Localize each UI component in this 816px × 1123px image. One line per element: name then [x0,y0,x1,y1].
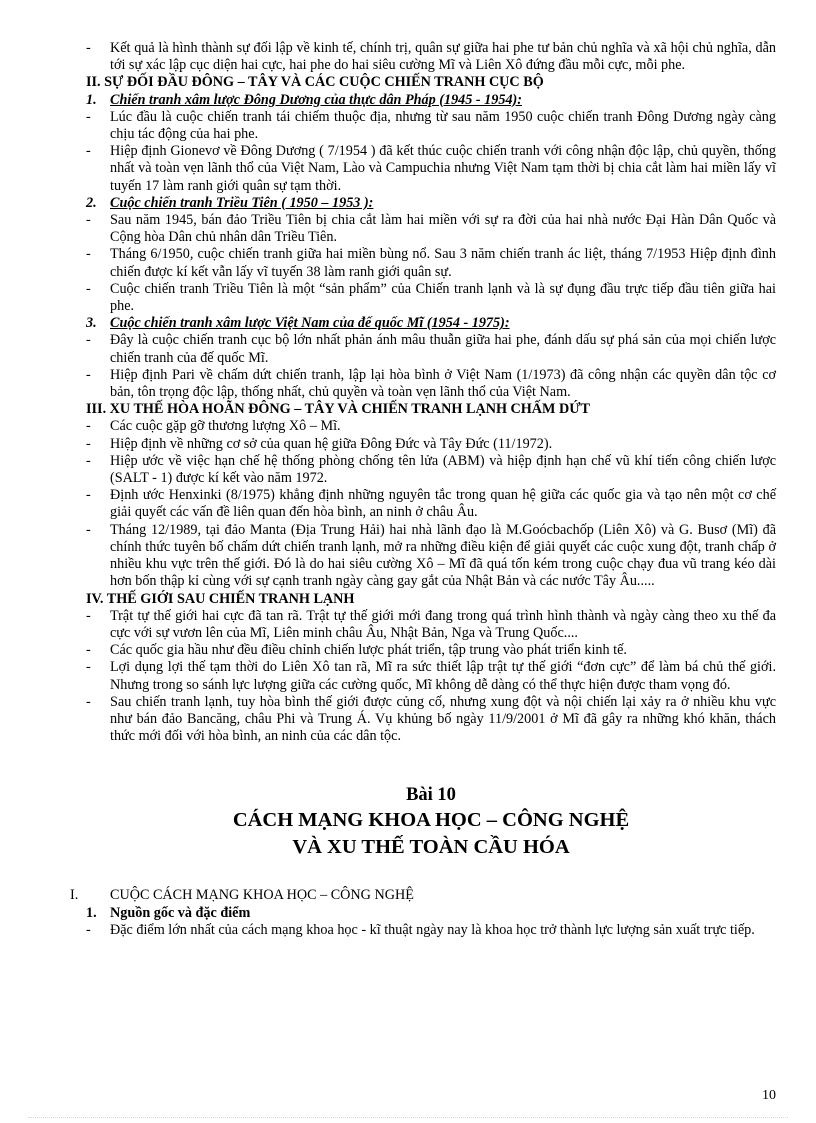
lesson-title-line2: VÀ XU THẾ TOÀN CẦU HÓA [292,836,570,859]
page-number: 10 [762,1088,776,1103]
section-ii-heading [86,74,776,91]
section-title: THẾ GIỚI SAU CHIẾN TRANH LẠNH [106,590,355,607]
lesson-section-heading [70,887,776,904]
subsection-title: Cuộc chiến tranh Triều Tiên ( 1950 – 1953 ): [110,194,374,211]
subsection-number: 2. [86,194,97,211]
section-number: IV. [86,590,104,607]
section-number: I. [70,887,79,904]
section-iv-heading [86,591,776,608]
subsection-heading [86,315,776,332]
subsection-title: Chiến tranh xâm lược Đông Dương của thực dân Pháp (1945 - 1954): [110,91,523,108]
list-item: - Hiệp định về những cơ sở của quan hệ giữa Đông Đức và Tây Đức (11/1972). [86,436,776,453]
subsection-number: 1. [86,904,97,921]
section-iii-heading [86,401,776,418]
subsection-title: Nguồn gốc và đặc điểm [110,904,251,921]
list-item: - Sau năm 1945, bán đảo Triều Tiên bị chia cắt làm hai miền với sự ra đời của hai nhà nước Đại Hàn Dân Quốc và Cộng hòa Dân chủ nhân dân Triều Tiên. [86,212,776,246]
list-item: - Đặc điểm lớn nhất của cách mạng khoa học - kĩ thuật ngày nay là khoa học trở thành lực lượng sản xuất trực tiếp. [86,922,776,939]
section-title: SỰ ĐỐI ĐẦU ĐÔNG – TÂY VÀ CÁC CUỘC CHIẾN TRANH CỤC BỘ [104,74,544,91]
list-item: - Hiệp định Pari về chấm dứt chiến tranh, lập lại hòa bình ở Việt Nam (1/1973) đã công nhận các quyền dân tộc cơ bản, tôn trọng độc lập, thống nhất, chủ quyền và toàn vẹn lãnh thổ của Việt Nam. [86,367,776,401]
list-item: - Các cuộc gặp gỡ thương lượng Xô – Mĩ. [86,418,776,435]
list-item: - Hiệp định Gionevơ về Đông Dương ( 7/1954 ) đã kết thúc cuộc chiến tranh với công nhận độc lập, chủ quyền, thống nhất và toàn vẹn lãnh thổ của Việt Nam, Lào và Campuchia nhưng Việt Nam tạm thời bị chia cắt làm hai miền lấy vĩ tuyến 17 làm ranh giới quân sự tạm thời. [86,143,776,195]
lesson-title-line1: CÁCH MẠNG KHOA HỌC – CÔNG NGHỆ [232,809,630,832]
footer-divider [28,1117,788,1118]
intro-bullet: - Kết quả là hình thành sự đối lập về kinh tế, chính trị, quân sự giữa hai phe tư bản chủ nghĩa và xã hội chủ nghĩa, dẫn tới sự xác lập cục diện hai cực, hai phe do hai siêu cường Mĩ và Liên Xô đứng đầu mỗi cực, mỗi phe. [86,40,776,74]
lesson-number: Bài 10 [406,785,456,806]
list-item: - Lúc đầu là cuộc chiến tranh tái chiếm thuộc địa, nhưng từ sau năm 1950 cuộc chiến tranh Đông Dương ngày càng chịu tác động của hai phe. [86,109,776,143]
list-item: - Cuộc chiến tranh Triều Tiên là một “sản phẩm” của Chiến tranh lạnh và là sự đụng đầu trực tiếp đầu tiên giữa hai phe. [86,281,776,315]
list-item: - Tháng 6/1950, cuộc chiến tranh giữa hai miền bùng nổ. Sau 3 năm chiến tranh ác liệt, tháng 7/1953 Hiệp định đình chiến được kí kết vẫn lấy vĩ tuyến 38 làm ranh giới quân sự. [86,246,776,280]
list-item: - Đây là cuộc chiến tranh cục bộ lớn nhất phản ánh mâu thuẫn giữa hai phe, đánh dấu sự phá sản của mọi chiến lược chiến tranh của đế quốc Mĩ. [86,332,776,366]
subsection-heading [86,92,776,109]
list-item: - Trật tự thế giới hai cực đã tan rã. Trật tự thế giới mới đang trong quá trình hình thành và ngày càng theo xu thế đa cực với sự vươn lên của Mĩ, Liên minh châu Âu, Nhật Bản, Nga và Trung Quốc.... [86,608,776,642]
document-page [70,40,776,939]
list-item: - Hiệp ước về việc hạn chế hệ thống phòng chống tên lửa (ABM) và hiệp định hạn chế vũ khí tiến công chiến lược (SALT - 1) được kí kết vào năm 1972. [86,453,776,487]
subsection-number: 1. [86,91,97,108]
subsection-title: Cuộc chiến tranh xâm lược Việt Nam của đế quốc Mĩ (1954 - 1975): [110,315,510,332]
section-title: CUỘC CÁCH MẠNG KHOA HỌC – CÔNG NGHỆ [110,887,414,904]
list-item: - Các quốc gia hầu như đều điều chỉnh chiến lược phát triển, tập trung vào phát triển kinh tế. [86,642,776,659]
list-item: - Tháng 12/1989, tại đảo Manta (Địa Trung Hải) hai nhà lãnh đạo là M.Goócbachốp (Liên Xô) và G. Busơ (Mĩ) đã chính thức tuyên bố chấm dứt chiến tranh lạnh, mở ra những điều kiện để giải quyết các cuộc xung đột, tranh chấp ở nhiều khu vực trên thế giới. Đó là do hai siêu cường Xô – Mĩ đã quá tốn kém trong cuộc chạy đua vũ trang kéo dài hơn bốn thập kỉ cùng với sự cạnh tranh ngày càng gay gắt của Nhật Bản và các nước Tây Âu..... [86,522,776,591]
section-title: XU THẾ HÒA HOÃN ĐÔNG – TÂY VÀ CHIẾN TRANH LẠNH CHẤM DỨT [109,401,590,418]
subsection-number: 3. [86,315,97,332]
section-number: III. [86,401,107,418]
list-item: - Lợi dụng lợi thế tạm thời do Liên Xô tan rã, Mĩ ra sức thiết lập trật tự thế giới “đơn cực” để làm bá chủ thế giới. Nhưng trong so sánh lực lượng giữa các cường quốc, Mĩ không dễ dàng có thể thực hiện được tham vọng đó. [86,659,776,693]
section-number: II. [86,74,101,91]
list-item: - Sau chiến tranh lạnh, tuy hòa bình thế giới được củng cố, nhưng xung đột và nội chiến lại xảy ra ở nhiều khu vực như bán đảo Bancăng, châu Phi và Trung Á. Vụ khủng bố ngày 11/9/2001 ở Mĩ đã gây ra những khó khăn, thách thức mới đối với hòa bình, an ninh của các dân tộc. [86,694,776,746]
list-item: - Định ước Henxinki (8/1975) khẳng định những nguyên tắc trong quan hệ giữa các quốc gia và tạo nên một cơ chế giải quyết các vấn đề liên quan đến hòa bình, an ninh ở châu Âu. [86,487,776,521]
subsection-heading [86,195,776,212]
subsection-heading [86,905,776,922]
